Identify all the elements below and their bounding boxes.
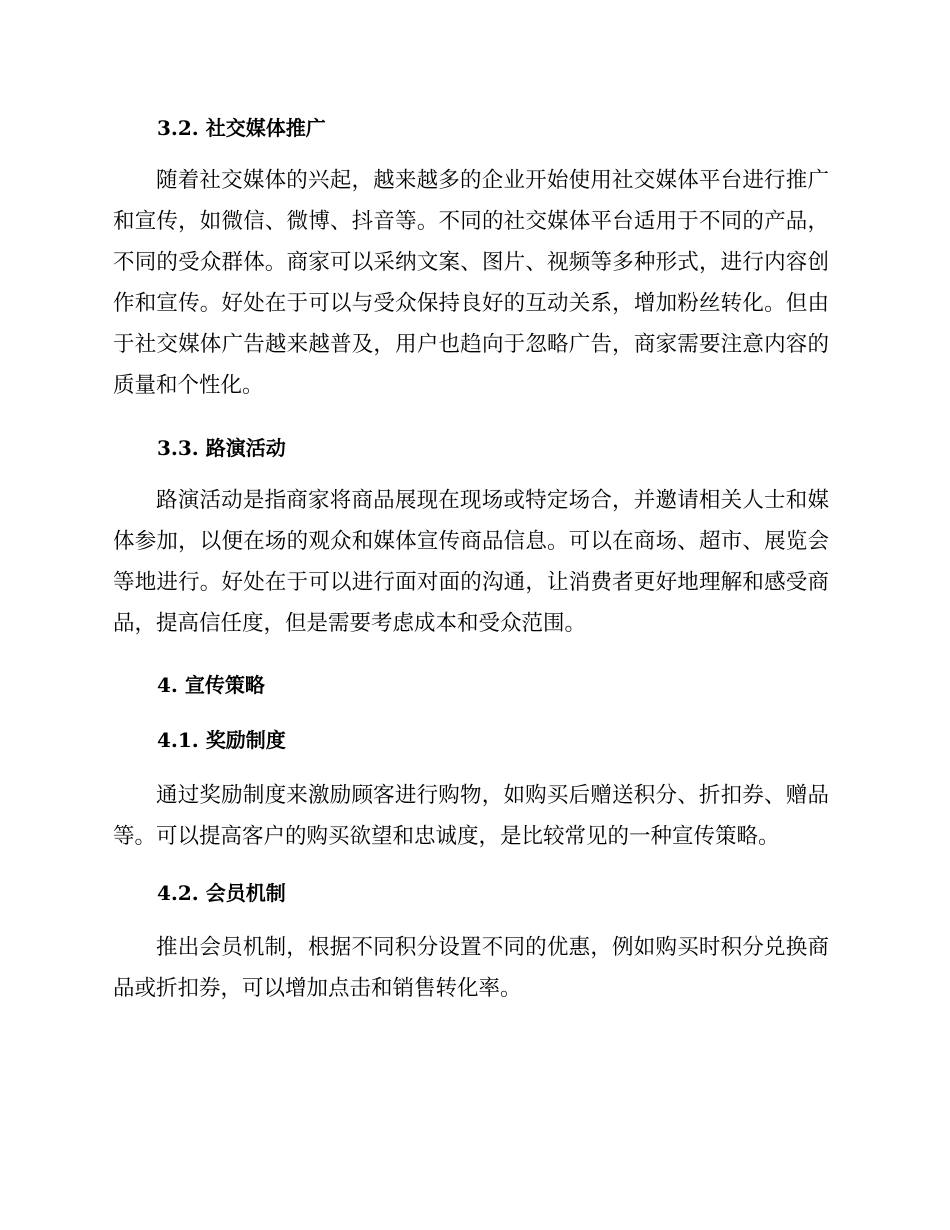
section-heading-4-1: 4.1. 奖励制度: [157, 728, 286, 752]
section-heading-3-3: 3.3. 路演活动: [157, 436, 286, 460]
section-body-4-1: 通过奖励制度来激励顾客进行购物，如购买后赠送积分、折扣券、赠品等。可以提高客户的购买欲望和忠诚度，是比较常见的一种宣传策略。: [113, 783, 829, 849]
section-body-3-3: 路演活动是指商家将商品展现在现场或特定场合，并邀请相关人士和媒体参加，以便在场的观众和媒体宣传商品信息。可以在商场、超市、展览会等地进行。好处在于可以进行面对面的沟通，让消费者更好地理解和感受商品，提高信任度，但是需要考虑成本和受众范围。: [113, 488, 829, 636]
section-body-4-2: 推出会员机制，根据不同积分设置不同的优惠，例如购买时积分兑换商品或折扣券，可以增加点击和销售转化率。: [113, 935, 829, 1001]
section-body-3-2: 随着社交媒体的兴起，越来越多的企业开始使用社交媒体平台进行推广和宣传，如微信、微博、抖音等。不同的社交媒体平台适用于不同的产品，不同的受众群体。商家可以采纳文案、图片、视频等多种形式，进行内容创作和宣传。好处在于可以与受众保持良好的互动关系，增加粉丝转化。但由于社交媒体广告越来越普及，用户也趋向于忽略广告，商家需要注意内容的质量和个性化。: [113, 168, 829, 398]
section-heading-3-2: 3.2. 社交媒体推广: [157, 116, 326, 140]
section-heading-4-2: 4.2. 会员机制: [157, 881, 286, 905]
section-heading-4: 4. 宣传策略: [157, 673, 265, 697]
